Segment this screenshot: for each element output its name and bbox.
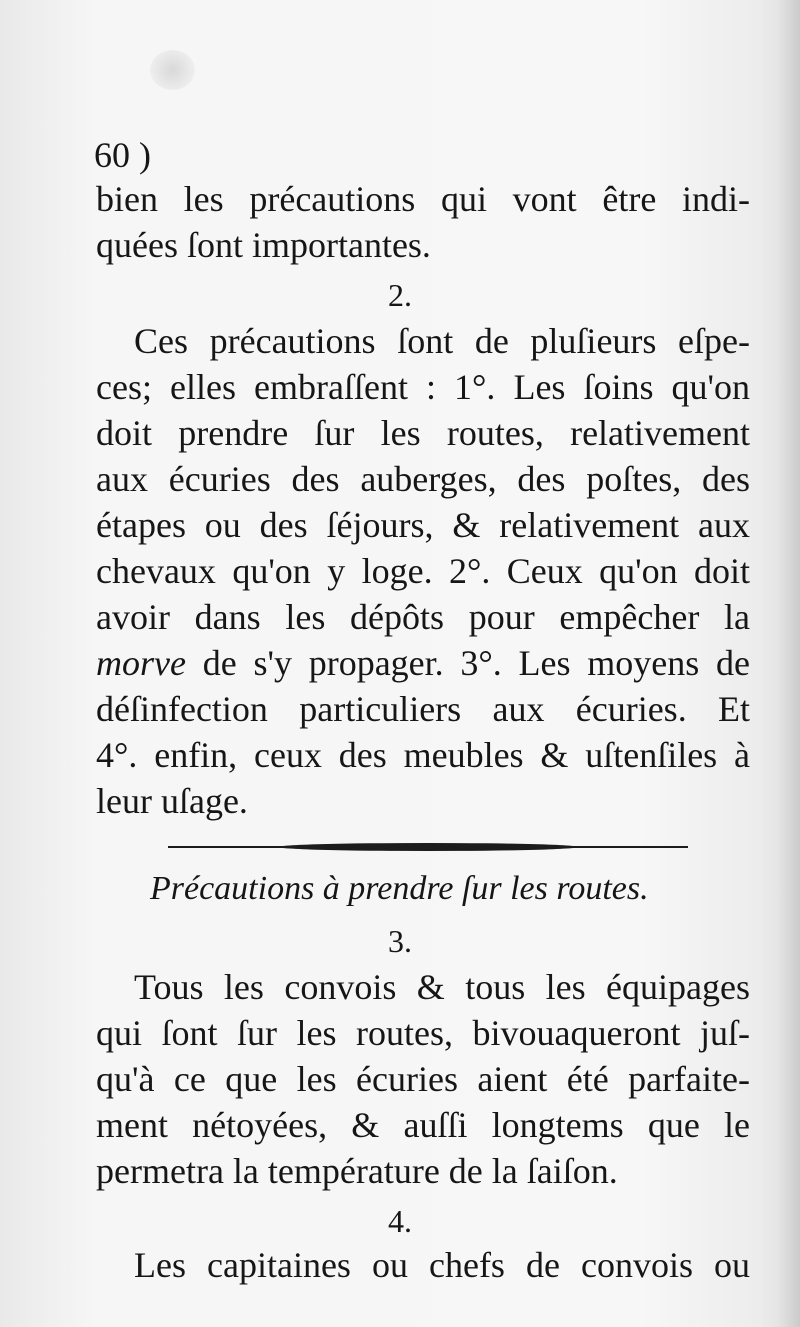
text-line: Ces précautions ſont de pluſieurs eſpe-: [134, 321, 750, 361]
section-number: 2.: [388, 277, 412, 313]
text-line: 4°. enfin, ceux des meubles & uſtenſiles à: [96, 735, 750, 775]
text-line: qui ſont ſur les routes, bivouaqueront juſ-: [96, 1013, 750, 1053]
text-line: ces; elles embraſſent : 1°. Les ſoins qu'on: [96, 367, 750, 407]
text-line: avoir dans les dépôts pour empêcher la: [96, 597, 750, 637]
page-header: 60 ): [94, 135, 151, 175]
text-line: déſinfection particuliers aux écuries. Et: [96, 689, 750, 729]
text-line: [96, 640, 750, 686]
page-edge-shadow: [778, 0, 800, 1327]
text-line: doit prendre ſur les routes, relativement: [96, 413, 750, 453]
text-line: étapes ou des ſéjours, & relativement aux: [96, 505, 750, 545]
section-number: 3.: [388, 923, 412, 959]
text-line: qu'à ce que les écuries aient été parfaite-: [96, 1059, 750, 1099]
text-line: chevaux qu'on y loge. 2°. Ceux qu'on doit: [96, 551, 750, 591]
paper-stain: [150, 50, 195, 90]
text-line: Tous les convois & tous les équipages: [134, 967, 750, 1007]
section-title: Précautions à prendre ſur les routes.: [150, 870, 649, 907]
text-line: bien les précautions qui vont être indi-: [96, 179, 750, 219]
text-line: permetra la température de la ſaiſon.: [96, 1151, 618, 1191]
text-line: quées ſont importantes.: [96, 225, 431, 265]
rule-swell: [278, 843, 578, 851]
text-line: leur uſage.: [96, 781, 248, 821]
text-line-rest: de s'y propager. 3°. Les moyens de: [185, 643, 750, 683]
text-line: ment nétoyées, & auſſi longtems que le: [96, 1105, 750, 1145]
italic-word: morve: [96, 643, 186, 683]
section-number: 4.: [388, 1203, 412, 1239]
text-line: Les capitaines ou chefs de convois ou: [134, 1245, 750, 1285]
text-line: aux écuries des auberges, des poſtes, des: [96, 459, 750, 499]
ornamental-rule: [168, 844, 688, 850]
